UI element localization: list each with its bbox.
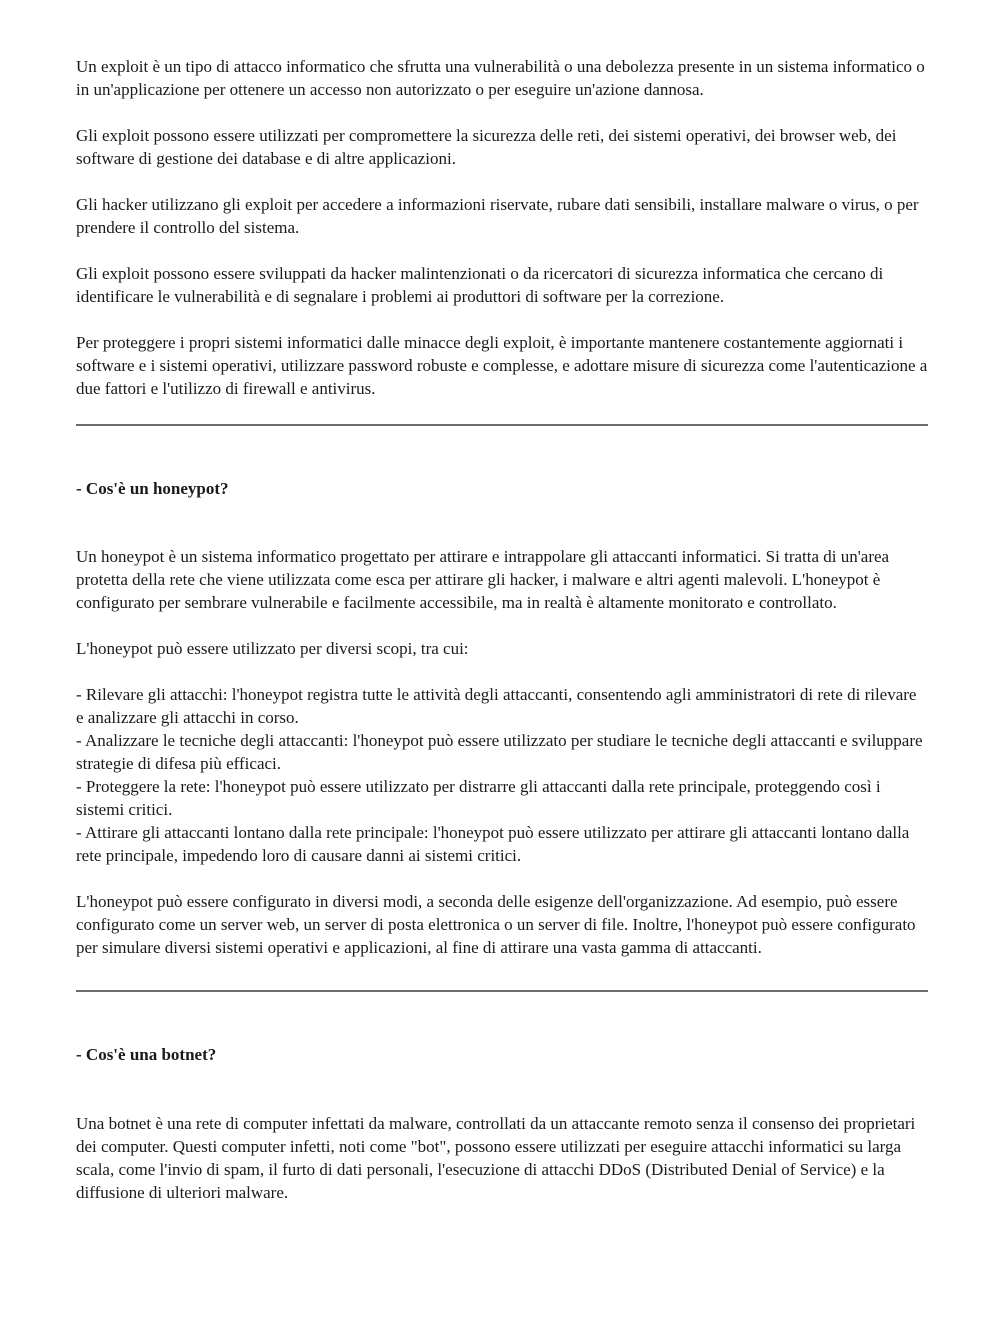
botnet-heading: - Cos'è una botnet? (76, 1045, 217, 1064)
list-item: - Rilevare gli attacchi: l'honeypot registra tutte le attività degli attaccanti, consentendo agli amministratori di rete di rilevare e analizzare gli attacchi in corso. (76, 685, 917, 727)
honeypot-uses-list (76, 683, 928, 867)
section-divider (76, 990, 928, 992)
honeypot-section (76, 477, 928, 959)
exploit-section (76, 55, 928, 400)
list-item: - Attirare gli attaccanti lontano dalla rete principale: l'honeypot può essere utilizzato per attirare gli attaccanti lontano dalla rete principale, impedendo loro di causare danni ai sistemi critici. (76, 823, 910, 865)
botnet-intro: Una botnet è una rete di computer infettati da malware, controllati da un attaccante remoto senza il consenso dei proprietari dei computer. Questi computer infetti, noti come "bot", possono essere utilizzati per eseguire attacchi informatici su larga scala, come l'invio di spam, il furto di dati personali, l'esecuzione di attacchi DDoS (Distributed Denial of Service) e la diffusione di ulteriori malware. (76, 1114, 916, 1202)
exploit-paragraph: Un exploit è un tipo di attacco informatico che sfrutta una vulnerabilità o una debolezza presente in un sistema informatico o in un'applicazione per ottenere un accesso non autorizzato o per eseguire un'azione dannosa. (76, 57, 925, 99)
exploit-paragraph: Gli hacker utilizzano gli exploit per accedere a informazioni riservate, rubare dati sensibili, installare malware o virus, o per prendere il controllo del sistema. (76, 195, 919, 237)
honeypot-intro: Un honeypot è un sistema informatico progettato per attirare e intrappolare gli attaccanti informatici. Si tratta di un'area protetta della rete che viene utilizzata come esca per attirare gli hacker, i malware e altri agenti malevoli. L'honeypot è configurato per sembrare vulnerabile e facilmente accessibile, ma in realtà è altamente monitorato e controllato. (76, 547, 890, 612)
honeypot-uses-intro: L'honeypot può essere utilizzato per diversi scopi, tra cui: (76, 639, 469, 658)
list-item: - Analizzare le tecniche degli attaccanti: l'honeypot può essere utilizzato per studiare le tecniche degli attaccanti e sviluppare strategie di difesa più efficaci. (76, 731, 923, 773)
exploit-paragraph: Gli exploit possono essere utilizzati per compromettere la sicurezza delle reti, dei sistemi operativi, dei browser web, dei software di gestione dei database e di altre applicazioni. (76, 126, 897, 168)
exploit-paragraph: Gli exploit possono essere sviluppati da hacker malintenzionati o da ricercatori di sicurezza informatica che cercano di identificare le vulnerabilità e di segnalare i problemi ai produttori di software per la correzione. (76, 264, 884, 306)
exploit-paragraph: Per proteggere i propri sistemi informatici dalle minacce degli exploit, è importante mantenere costantemente aggiornati i software e i sistemi operativi, utilizzare password robuste e complesse, e adottare misure di sicurezza come l'autenticazione a due fattori e l'utilizzo di firewall e antivirus. (76, 333, 928, 398)
section-divider (76, 424, 928, 426)
list-item: - Proteggere la rete: l'honeypot può essere utilizzato per distrarre gli attaccanti dalla rete principale, proteggendo così i sistemi critici. (76, 777, 881, 819)
botnet-section (76, 1043, 928, 1204)
honeypot-heading: - Cos'è un honeypot? (76, 479, 229, 498)
honeypot-config: L'honeypot può essere configurato in diversi modi, a seconda delle esigenze dell'organizzazione. Ad esempio, può essere configurato come un server web, un server di posta elettronica o un server di file. Inoltre, l'honeypot può essere configurato per simulare diversi sistemi operativi e applicazioni, al fine di attirare una vasta gamma di attaccanti. (76, 892, 916, 957)
document-page (76, 55, 928, 1227)
